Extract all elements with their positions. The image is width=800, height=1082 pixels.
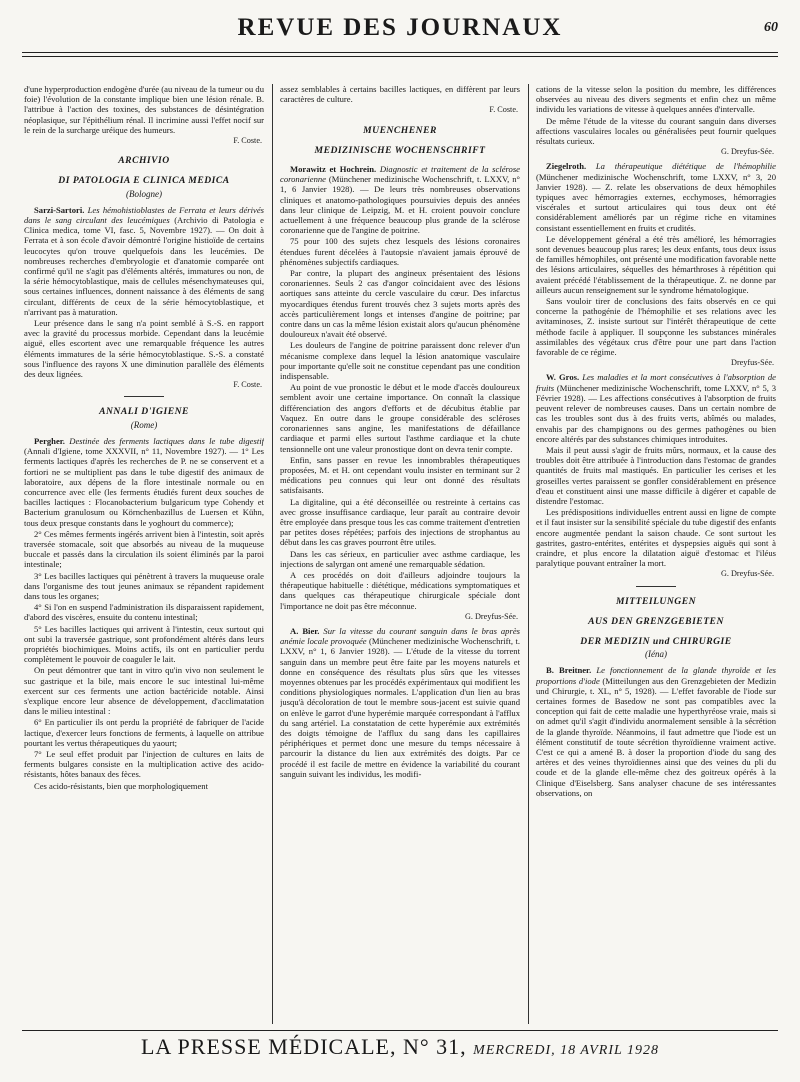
article-paragraph xyxy=(536,372,776,443)
article-text: Les affections consécutives à l'absorption de fruits peuvent relever de nombreuses causes. Dans un certain nombre de cas les troubles sont dus à des fruits verts, abîmés ou malades, envahis par des champignons ou des germes pathogènes ou bien encore altérés par des substances chimiques introduites. xyxy=(536,392,776,444)
signature: F. Coste. xyxy=(233,136,262,146)
article-title: Diagnostic et traitement de la sclérose coronarienne xyxy=(280,164,520,185)
section-divider xyxy=(636,586,676,587)
signature: F. Coste. xyxy=(489,105,518,115)
section-heading: MEDIZINISCHE WOCHENSCHRIFT xyxy=(314,144,486,156)
publication-name: LA PRESSE MÉDICALE, N° 31, xyxy=(140,1034,467,1059)
article-paragraph: Ces acido-résistants, bien que morphologiquement xyxy=(34,780,208,791)
article-text: 1° Les ferments lactiques d'après les recherches de P. ne se conservent et a fortiori ne se multiplient pas dans le tube digestif des animaux de laboratoire, aux dépens de la flore intestinale normale ou en concurrence avec elle (les ferments étudiés furent deux souches de bacilles lactiques : Flocanobacterium bulgaricum type Cohendy et Bacterium granulosum ou Körnchenbazillus de Luersen et Kühn, tous deux presque constants dans le yoghourt du commerce); xyxy=(24,446,264,528)
section-heading: DER MEDIZIN und CHIRURGIE xyxy=(580,635,732,647)
header-rule xyxy=(22,52,778,53)
continued-text: d'une hyperproduction endogène d'urée (au niveau de la tumeur ou du foie) l'évolution de la constante implique bien une lésion rénale. B. l'attribue à l'action des toxines, des substances de désintégration néoplasique, sur l'épithélium rénal. Il incrimine aussi l'effet nocif sur le rein de la surcharge uréique des humeurs. xyxy=(24,84,264,135)
column-2 xyxy=(280,84,520,1024)
article-paragraph xyxy=(536,665,776,798)
article-paragraph: Le développement général a été très amélioré, les hémorragies sont devenues beaucoup plus rares; les deux enfants, tous deux issus de familles hémophiles, ont présenté une modification favorable nette des lésions articulaires, séquelles des hémarthroses à répétition qui avaient précédé l'établissement de la thérapeutique. Z. ne donne par ailleurs aucun renseignement sur le syndrome hématologique. xyxy=(536,233,776,295)
article-paragraph: 4° Si l'on en suspend l'administration ils disparaissent rapidement, d'abord des viscères, ensuite du contenu intestinal; xyxy=(24,602,264,623)
section-divider xyxy=(124,396,164,397)
page-number: 60 xyxy=(764,20,778,35)
article-paragraph: 2° Ces mêmes ferments ingérés arrivent bien à l'intestin, soit après traversée stomacale, soit que absorbés au niveau de la muqueuse buccale et passés dans la circulation ils soient éliminés par la paroi intestinale; xyxy=(24,528,264,570)
article-text: On doit à Ferrata et à son école d'avoir démontré l'origine histioïde de certains leucocytes qu'on trouve quelquefois dans les leucémies. De nombreuses recherches d'embryologie et d'anatomie comparée ont confirmé qu'il ne s'agit pas d'éléments altérés, immatures ou non, de la série hémocytoblastique, mais de cellules mésenchymateuses qui, sous certaines influences, donnent naissance à des éléments de sang circulant, différents de ceux de la série hémocytoblastique, et n'arrivant pas à maturation. xyxy=(24,225,264,317)
section-heading: DI PATOLOGIA E CLINICA MEDICA xyxy=(58,175,230,187)
section-heading: AUS DEN GRENZGEBIETEN xyxy=(588,615,724,627)
article-title: Les hémohistioblastes de Ferrata et leurs dérivés dans le sang circulant des leucémiques xyxy=(24,204,264,226)
article-paragraph: La digitaline, qui a été déconseillée ou restreinte à certains cas avec grosse insuffisance cardiaque, leur paraît au contraire devoir être employée dans presque tous les cas comme traitement d'entretien par petites doses répétées; parfois des injections de strophantus au début dans les cas graves pourront être utiles. xyxy=(280,496,520,548)
article-paragraph: Par contre, la plupart des angineux présentaient des lésions coronariennes. Seuls 2 cas d'angor coïncidaient avec des lésions aortiques sans atteinte du cercle vasculaire du cœur. Des infarctus myocardiques étendus furent trouvés chez 3 sujets morts après des accès particulièrement longs et intenses d'angine de poitrine; par contre dans un cas la même lésion existait alors qu'aucun phénomène douloureux n'avait été observé. xyxy=(280,268,520,340)
signature: F. Coste. xyxy=(233,380,262,390)
column-1 xyxy=(24,84,264,1024)
footer-rule xyxy=(22,1030,778,1031)
journal-title: REVUE DES JOURNAUX xyxy=(237,14,563,41)
article-author: W. Gros. xyxy=(546,372,580,383)
article-paragraph: Enfin, sans passer en revue les innombrables thérapeutiques proposées, M. et H. ont cependant voulu insister en terminant sur 2 médications peu connues qui leur ont donné des résultats satisfaisants. xyxy=(280,454,520,496)
article-title: Sur la vitesse du courant sanguin dans le bras après anémie locale provoquée xyxy=(280,625,520,647)
article-author: Ziegelroth. xyxy=(546,161,587,172)
article-paragraph: Dans les cas sérieux, en particulier avec asthme cardiaque, les injections de salyrgan ont amené une remarquable sédation. xyxy=(280,548,520,569)
section-heading: MITTEILUNGEN xyxy=(615,595,697,607)
article-paragraph xyxy=(280,626,520,779)
article-paragraph xyxy=(280,164,520,235)
article-paragraph: 3° Les bacilles lactiques qui pénètrent à travers la muqueuse orale dans l'organisme des tout jeunes animaux se répandent rapidement dans tous les organes; xyxy=(24,570,264,601)
article-paragraph xyxy=(24,205,264,317)
column-3 xyxy=(536,84,776,1024)
article-title: Le fonctionnement de la glande thyroïde et les proportions d'iode xyxy=(536,665,776,686)
article-author: A. Bier. xyxy=(290,625,320,636)
section-heading: MUENCHENER xyxy=(363,124,437,136)
article-text: L'effet favorable de l'iode sur certaines formes de Basedow ne sont pas compatibles avec la conception qui fait de cette maladie une hyperthyréose vraie, mais si on admet qu'il s'agit d'individu anormalement sensible à la sécrétion de la glande thyroïde. Néanmoins, il faut admettre que l'iode est un élément constitutif de toute sécrétion thyroïdienne vraiment active. C'est ce qui a amené B. à doser la proportion d'iode du sang des artères et des veines thyroïdiennes ainsi que des veines du pli du coude et de la glande elle-même chez des goitreux opérés à la Clinique d'Eiselsberg. Sans analyser chacune de ses intéressantes observations, on xyxy=(536,685,776,798)
article-paragraph: Leur présence dans le sang n'a point semblé à S.-S. en rapport avec la gravité du processus morbide. Cependant dans la leucémie aiguë, elles escortent avec une remarquable fréquence les autres éléments immatures de la série hémocytoblastique. S.-S. a constaté sous l'influence des rayons X une diminution parallèle des éléments des deux lignées. xyxy=(24,318,264,380)
article-text: Z. relate les observations de deux hémophiles typiques avec hémorragies externes, ecchymoses, hémorragies viscérales et surtout articulaires qui tous deux ont été considérablement améliorés par un régime riche en vitamines consistant essentiellement en fruits et crudités. xyxy=(536,181,776,233)
article-citation: (Münchener medizinische Wochenschrift, tome LXXV, n° 3, 20 Janvier 1928). — xyxy=(536,171,776,192)
article-paragraph: On peut démontrer que tant in vitro qu'in vivo non seulement le suc gastrique et la bile, mais encore le suc intestinal lui-même exercent sur ces ferments une action bactéricide notable. Ainsi s'explique encore leur absence de développement, d'acclimatation dans le milieu intestinal : xyxy=(24,665,264,717)
article-citation: (Münchener medizinische Wochenschrift, t. LXXV, n° 1, 6 Janvier 1928). — xyxy=(280,174,520,195)
section-heading: ARCHIVIO xyxy=(118,155,170,167)
article-title: La thérapeutique diététique de l'hémophilie xyxy=(595,161,776,172)
article-text: De leurs très nombreuses observations cliniques et anatomo-pathologiques poursuivies depuis des années dans leur clinique de Leipzig, M. et H. croient pouvoir conclure actuellement à une fréquence beaucoup plus grande de la sclérose coronarienne que de l'angine de poitrine. xyxy=(280,184,520,236)
article-columns xyxy=(24,84,776,1024)
article-paragraph: A ces procédés on doit d'ailleurs adjoindre toujours la thérapeutique habituelle : diététique, médications symptomatiques et dans quelques cas thérapeutique chirurgicale spéciale dont l'importance ne doit pas être méconnue. xyxy=(280,569,520,611)
article-author: B. Breitner. xyxy=(546,665,592,676)
footer-line xyxy=(22,1034,778,1060)
article-paragraph: Au point de vue pronostic le début et le mode d'accès douloureux semblent avoir une certaine importance. On connaît la classique différenciation des angors d'efforts et de décubitus établie par Vaquez. En outre dans le groupe considérable des scléroses coronariennes sans angine, les manifestations de défaillance cardiaque et parmi elles surtout l'asthme cardiaque et la chute tensionnelle ont une valeur pronostique dont on devra tenir compte. xyxy=(280,382,520,454)
article-paragraph xyxy=(536,161,776,232)
publication-date: MERCREDI, 18 AVRIL 1928 xyxy=(473,1043,660,1058)
page-header xyxy=(22,14,778,60)
article-citation: (Archivio di Patologia e Clinica medica, tome VI, fasc. 5, Novembre 1927). — xyxy=(24,215,264,236)
article-paragraph: 7° Le seul effet produit par l'injection de cultures en laits de ferments bulgares consiste en la multiplication active des acido-résistants, hôtes banaux des fèces. xyxy=(24,748,264,780)
article-paragraph: 6° En particulier ils ont perdu la propriété de fabriquer de l'acide lactique, d'exercer leurs fonctions de ferments, à laquelle on attribue pourtant les vertus thérapeutiques du yaourt; xyxy=(24,717,264,748)
section-location: (Rome) xyxy=(130,419,158,430)
article-citation: (Annali d'Igiene, tome XXXVII, n° 11, Novembre 1927). — xyxy=(24,446,239,457)
article-author: Sarzi-Sartori. xyxy=(34,204,85,215)
article-paragraph: Les douleurs de l'angine de poitrine paraissent donc relever d'un mécanisme complexe dans lequel la lésion anatomique vasculaire pour importante qu'elle soit ne constitue cependant pas une condition indispensable. xyxy=(280,340,520,382)
signature: Dreyfus-Sée. xyxy=(731,358,774,368)
article-author: Pergher. xyxy=(34,435,65,446)
article-paragraph: De même l'étude de la vitesse du courant sanguin dans diverses affections vasculaires locales ou généralisées peut fournir quelques résultats curieux. xyxy=(536,115,776,147)
section-location: (Bologne) xyxy=(126,188,162,199)
signature: G. Dreyfus-Sée. xyxy=(721,147,774,157)
article-paragraph: 75 pour 100 des sujets chez lesquels des lésions coronaires étendues furent décelées à l'autopsie n'avaient jamais éprouvé de phénomènes subjectifs cardiaques. xyxy=(280,236,520,267)
article-citation: (Mitteilungen aus den Grenzgebieten der Medizin und Chirurgie, t. XL, n° 5, 1928). — xyxy=(536,675,776,696)
signature: G. Dreyfus-Sée. xyxy=(721,569,774,579)
article-citation: (Münchener medizinische Wochenschrift, t. LXXV, n° 1, 6 Janvier 1928). — xyxy=(280,636,520,657)
section-location: (Iéna) xyxy=(645,649,667,660)
article-paragraph: Les prédispositions individuelles entrent aussi en ligne de compte et il faut insister sur la sensibilité spéciale du tube digestif des enfants encore augmentée pendant la saison chaude. Ce sont surtout les gastrites, gastro-entérites, entérites et dyspepsies aiguës qui sont à craindre, et plus encore la dilatation aiguë d'estomac et l'iléus paralytique pouvant entraîner la mort. xyxy=(536,507,776,569)
signature: G. Dreyfus-Sée. xyxy=(465,611,518,621)
section-heading: ANNALI D'IGIENE xyxy=(99,406,189,418)
article-title: Destinée des ferments lactiques dans le tube digestif xyxy=(69,435,264,446)
article-title: Les maladies et la mort consécutives à l'absorption de fruits xyxy=(536,372,776,393)
page-footer xyxy=(22,1030,778,1070)
article-author: Morawitz et Hochrein. xyxy=(290,164,377,175)
article-paragraph: Mais il peut aussi s'agir de fruits mûrs, normaux, et la cause des troubles doit être attribuée à l'introduction dans l'estomac de grandes quantités de fruits mal mastiqués. En particulier les cerises et les groseilles vertes paraissent se gonfler considérablement en présence d'eau et constituent ainsi une masse difficile à digérer et capable de distendre l'estomac. xyxy=(536,444,776,506)
article-paragraph: Sans vouloir tirer de conclusions des faits observés en ce qui concerne la pathogénie de l'hémophilie et ses relations avec les avitaminoses, Z. insiste surtout sur l'intérêt thérapeutique de cette méthode facile à appliquer. Il soupçonne les substances minérales assimilables des végétaux crus d'être pour une part dans l'action favorable de ce régime. xyxy=(536,296,776,358)
article-citation: (Münchener medizinische Wochenschrift, tome LXXV, n° 5, 3 Février 1928). — xyxy=(536,382,776,403)
article-paragraph xyxy=(24,436,264,528)
continued-text: cations de la vitesse selon la position du membre, les différences observées au niveau des divers segments et enfin chez un même individu les variations de vitesse à quelques années d'intervalle. xyxy=(536,84,776,115)
article-text: L'étude de la vitesse du torrent sanguin dans un membre peut être faite par les moyens naturels et donne en conséquence des résultats plus sûrs que les vitesses moyennes obtenues par les procédés expérimentaux qui modifient les conditions physiologiques normales. L'application d'un lien au bras jusqu'à décoloration de tout le membre sous-jacent est suivie quand on enlève le garrot d'une hyperémie marquée correspondant à l'afflux du sang artériel. La constatation de cette hyperémie aux extrémités des doigts témoigne de l'afflux du sang dans les capillaires périphériques et permet donc une mesure du temps nécessaire à parcourir la distance du lien aux extrémités des doigts. Par ce procédé il est facile de mettre en évidence la variabilité du courant sanguin suivant les individus, les modifi- xyxy=(280,646,520,779)
header-rule-thin xyxy=(22,56,778,57)
continued-text: assez semblables à certains bacilles lactiques, en diffèrent par leurs caractères de culture. xyxy=(280,84,520,105)
article-paragraph: 5° Les bacilles lactiques qui arrivent à l'intestin, ceux surtout qui ont subi la traversée gastrique, sont profondément altérés dans leurs propriétés biochimiques. Moins actifs, ils ont en particulier perdu complètement le pouvoir de coaguler le lait. xyxy=(24,623,264,665)
